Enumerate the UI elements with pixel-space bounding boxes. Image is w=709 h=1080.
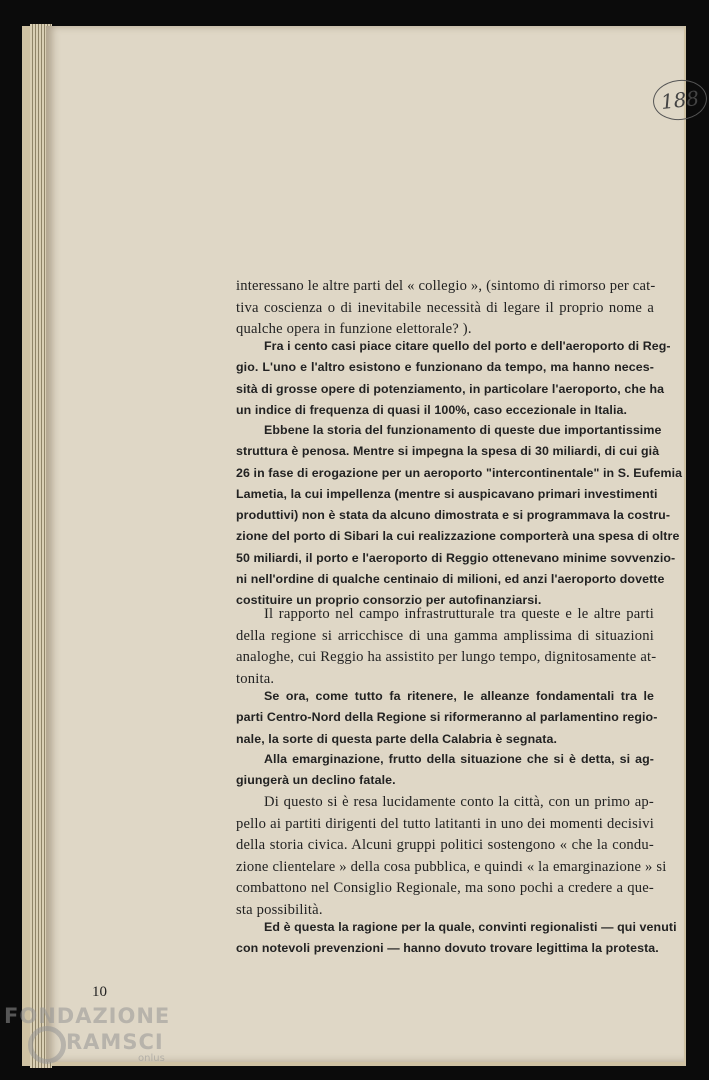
paragraph: [236, 276, 654, 341]
text-line: un indice di frequenza di quasi il 100%, caso eccezionale in Italia.: [236, 402, 628, 417]
text-line: combattono nel Consiglio Regionale, ma sono pochi a credere a que-: [236, 880, 654, 897]
text-line: zione del porto di Sibari la cui realizzazione comporterà una spesa di oltre: [236, 529, 680, 544]
text-line: della storia civica. Alcuni gruppi politici sostengono « che la condu-: [236, 837, 654, 854]
text-line: della regione si arricchisce di una gamma amplissima di situazioni: [236, 627, 654, 644]
text-line: Lametia, la cui impellenza (mentre si auspicavano primari investimenti: [236, 486, 658, 501]
text-line: 50 miliardi, il porto e l'aeroporto di Reggio ottenevano minime sovvenzio-: [236, 550, 676, 565]
paragraph: [236, 336, 671, 421]
paragraph: [236, 917, 677, 960]
text-line: analoghe, cui Reggio ha assistito per lungo tempo, dignitosamente at-: [236, 649, 657, 666]
text-line: sità di grosse opere di potenziamento, in particolare l'aeroporto, che ha: [236, 381, 665, 396]
text-line: costituire un proprio consorzio per autofinanziarsi.: [236, 593, 542, 608]
text-line: giungerà un declino fatale.: [236, 773, 396, 788]
text-line: pello ai partiti dirigenti del tutto latitanti in uno dei momenti decisivi: [236, 815, 654, 832]
page-number: 10: [92, 984, 107, 1000]
text-line: tonita.: [236, 670, 275, 687]
text-line: gio. L'uno e l'altro esistono e funzionano da tempo, ma hanno neces-: [236, 360, 654, 375]
text-line: Ed è questa la ragione per la quale, convinti regionalisti — qui venuti: [264, 920, 677, 934]
text-line: produttivi) non è stata da alcuno dimostrata e si programmava la costru-: [236, 508, 671, 523]
text-line: nale, la sorte di questa parte della Calabria è segnata.: [236, 731, 557, 746]
text-line: qualche opera in funzione elettorale? ).: [236, 321, 472, 338]
watermark-line1: FONDAZIONE: [4, 1004, 171, 1028]
text-line: tiva coscienza o di inevitabile necessità di legare il proprio nome a: [236, 299, 654, 316]
text-line: Ebbene la storia del funzionamento di queste due importantissime: [264, 423, 662, 437]
text-line: con notevoli prevenzioni — hanno dovuto trovare legittima la protesta.: [236, 941, 659, 956]
text-line: parti Centro-Nord della Regione si riformeranno al parlamentino regio-: [236, 710, 658, 725]
watermark-g-icon: [28, 1026, 66, 1064]
text-line: 26 in fase di erogazione per un aeroporto "intercontinentale" in S. Eufemia: [236, 465, 683, 480]
text-line: interessano le altre parti del « collegio », (sintomo di rimorso per cat-: [236, 278, 656, 294]
text-line: Fra i cento casi piace citare quello del porto e dell'aeroporto di Reg-: [264, 339, 671, 353]
watermark-suffix: onlus: [138, 1053, 165, 1064]
text-line: struttura è penosa. Mentre si impegna la spesa di 30 miliardi, di cui già: [236, 444, 660, 459]
text-line: zione clientelare » della cosa pubblica, e quindi « la emarginazione » si: [236, 858, 667, 875]
paragraph: [236, 749, 654, 792]
paragraph: [236, 604, 657, 690]
watermark-line2: RAMSCI: [66, 1030, 164, 1054]
text-line: Di questo si è resa lucidamente conto la città, con un primo ap-: [264, 794, 654, 810]
paragraph: [236, 686, 658, 750]
text-line: Alla emarginazione, frutto della situazione che si è detta, si ag-: [264, 752, 654, 766]
text-line: Il rapporto nel campo infrastrutturale tra queste e le altre parti: [264, 606, 654, 622]
text-line: Se ora, come tutto fa ritenere, le alleanze fondamentali tra le: [264, 689, 654, 703]
handwritten-page-mark: 188: [651, 77, 709, 122]
text-line: ni nell'ordine di qualche centinaio di milioni, ed anzi l'aeroporto dovette: [236, 572, 665, 587]
paragraph: [236, 420, 683, 612]
paragraph: [236, 792, 667, 922]
text-line: sta possibilità.: [236, 901, 323, 918]
